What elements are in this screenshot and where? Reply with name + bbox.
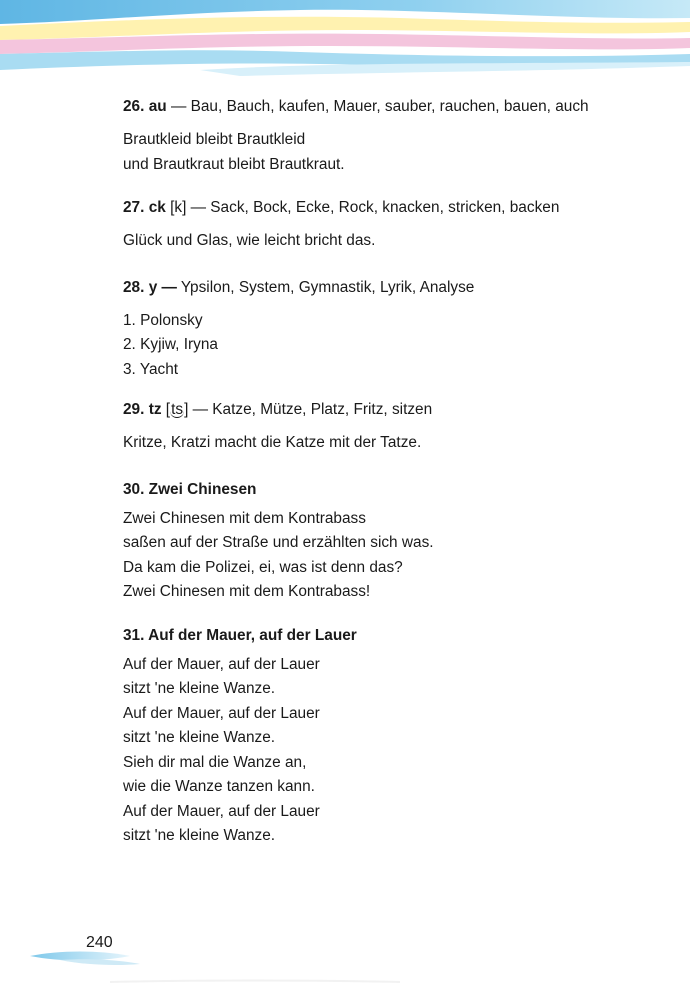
poem-line: Zwei Chinesen mit dem Kontrabass — [123, 509, 366, 527]
exercise-29-heading — [123, 399, 637, 421]
example-word: System, — [238, 278, 295, 296]
poem-line: Zwei Chinesen mit dem Kontrabass! — [123, 583, 371, 600]
example-word: Mauer, — [333, 98, 381, 115]
example-word: Katze, — [212, 401, 256, 418]
transcription: [k] — [170, 199, 187, 216]
poem-line: sitzt 'ne kleine Wanze. — [123, 680, 276, 697]
letter-combination: tz — [148, 401, 162, 418]
rhyme-line: Glück und Glas, wie leicht bricht das. — [123, 232, 376, 249]
exercise-28-heading — [123, 277, 637, 299]
poem-line: Auf der Mauer, auf der Lauer — [123, 704, 320, 722]
example-word: Sack, — [210, 199, 249, 216]
example-word: Platz, — [310, 401, 350, 418]
affricate-ligature: ts — [171, 401, 184, 418]
example-word: bauen, — [503, 98, 551, 115]
list-item: 3. Yacht — [123, 360, 179, 378]
dash: — — [192, 401, 209, 418]
example-word: Bau, — [190, 98, 223, 115]
poem-line: Sieh dir mal die Wanze an, — [123, 753, 307, 771]
list-item: 2. Kyjiw, Iryna — [123, 336, 218, 353]
poem-line: sitzt 'ne kleine Wanze. — [123, 729, 276, 746]
header-wave-banner — [0, 0, 690, 80]
list-item: 1. Polonsky — [123, 311, 203, 329]
letter-combination: ck — [148, 199, 166, 216]
poem-line: saßen auf der Straße und erzählten sich was. — [123, 534, 434, 551]
transcription: [ts] — [165, 401, 189, 418]
example-word: kaufen, — [278, 98, 330, 115]
example-word: Bauch, — [226, 98, 275, 115]
example-word: sitzen — [391, 401, 433, 418]
example-word: Gymnastik, — [298, 278, 376, 296]
poem-line: wie die Wanze tanzen kann. — [123, 778, 315, 795]
exercise-27-heading — [123, 197, 637, 219]
example-word: Rock, — [338, 199, 378, 216]
exercise-number: 26. — [123, 98, 145, 115]
example-word: knacken, — [382, 199, 444, 216]
dash: — — [190, 199, 207, 216]
exercise-27-rhyme — [123, 229, 637, 254]
exercise-28-list — [123, 309, 637, 383]
example-word: Analyse — [419, 278, 475, 296]
exercise-number: 29. — [123, 401, 145, 418]
poem-line: Auf der Mauer, auf der Lauer — [123, 655, 320, 673]
example-word: sauber, — [384, 98, 436, 115]
letter-combination: y — [148, 278, 158, 296]
example-word: Ypsilon, — [180, 278, 235, 296]
rhyme-line: Kritze, Kratzi macht die Katze mit der Tatze. — [123, 434, 422, 451]
example-word: Fritz, — [353, 401, 388, 418]
example-word: auch — [555, 98, 589, 115]
example-word: stricken, — [448, 199, 506, 216]
exercise-30-poem — [123, 507, 637, 605]
example-word: backen — [509, 199, 560, 216]
rhyme-line: und Brautkraut bleibt Brautkraut. — [123, 155, 345, 173]
poem-line: sitzt 'ne kleine Wanze. — [123, 827, 276, 844]
poem-line: Auf der Mauer, auf der Lauer — [123, 802, 320, 820]
exercise-31-title: 31. Auf der Mauer, auf der Lauer — [123, 626, 357, 644]
dash: — — [170, 98, 187, 115]
example-word: Mütze, — [260, 401, 307, 418]
letter-combination: au — [148, 98, 167, 115]
page-number: 240 — [86, 934, 113, 951]
exercise-29-rhyme — [123, 431, 637, 456]
rhyme-line: Brautkleid bleibt Brautkleid — [123, 131, 306, 148]
example-word: Bock, — [253, 199, 292, 216]
page-content — [123, 96, 637, 849]
exercise-26-rhyme — [123, 128, 637, 177]
example-word: rauchen, — [439, 98, 500, 115]
exercise-30-title: 30. Zwei Chinesen — [123, 480, 257, 498]
poem-line: Da kam die Polizei, ei, was ist denn das? — [123, 558, 403, 576]
exercise-26-heading — [123, 96, 637, 118]
dash: — — [161, 278, 177, 296]
exercise-31-poem — [123, 653, 637, 849]
exercise-number: 28. — [123, 278, 145, 296]
example-word: Lyrik, — [379, 278, 417, 296]
exercise-number: 27. — [123, 199, 145, 216]
example-word: Ecke, — [295, 199, 335, 216]
